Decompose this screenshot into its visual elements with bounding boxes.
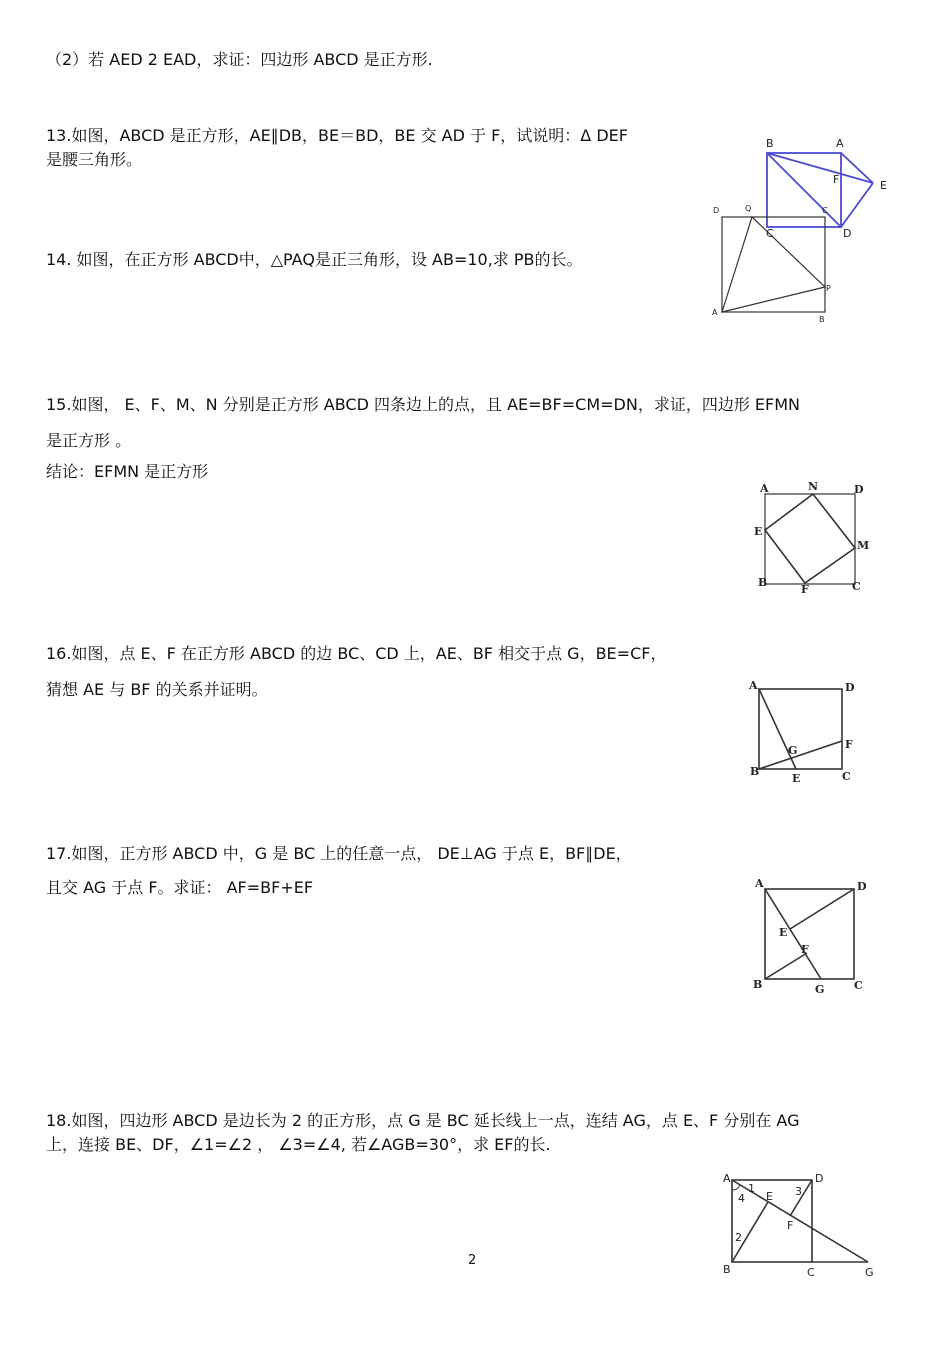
q16-label-d: D (845, 681, 855, 694)
q18-label-1: 1 (748, 1182, 755, 1195)
q14-triangle-paq (722, 217, 825, 312)
q16-text-line2: 猜想 AE 与 BF 的关系并证明。 (46, 680, 268, 699)
q17-text-line2: 且交 AG 于点 F。求证： AF=BF+EF (46, 878, 314, 897)
q13-label-e: E (880, 179, 887, 192)
q15-square-efmn (765, 494, 855, 583)
q15-square (765, 494, 855, 584)
q16-label-b: B (750, 765, 760, 778)
q15-label-c: C (852, 580, 861, 593)
q13-text-line2: 是腰三角形。 (46, 150, 143, 169)
q17-label-g: G (815, 983, 825, 996)
q14-label-d: D (713, 206, 720, 215)
page-number: 2 (468, 1253, 477, 1268)
q17-label-b: B (753, 978, 763, 991)
q17-label-a: A (755, 877, 764, 890)
q16-text-line1: 16.如图，点 E、F 在正方形 ABCD 的边 BC、CD 上，AE、BF 相交于点 G，BE=CF， (46, 644, 667, 663)
q16-label-g: G (788, 744, 798, 757)
q18-label-g: G (865, 1266, 874, 1279)
q13-label-f: F (833, 173, 840, 186)
q14-label-q: Q (745, 204, 752, 213)
q12-part2-text: （2）若 AED 2 EAD，求证：四边形 ABCD 是正方形. (46, 50, 433, 69)
q15-label-d: D (854, 483, 864, 496)
q18-figure (718, 1168, 888, 1283)
q17-segment-de (790, 889, 854, 929)
q15-label-a: A (760, 482, 769, 495)
q14-figure (705, 200, 835, 325)
q13-label-d: D (843, 227, 852, 240)
q18-label-2: 2 (735, 1231, 742, 1244)
q15-text-line1: 15.如图， E、F、M、N 分别是正方形 ABCD 四条边上的点，且 AE=BF=CM=DN，求证，四边形 EFMN (46, 395, 800, 414)
q15-label-b: B (758, 576, 768, 589)
q16-segment-bf (759, 741, 842, 769)
q16-label-e: E (792, 772, 801, 785)
q18-angle-mark (732, 1185, 740, 1190)
q17-figure (745, 875, 875, 1000)
q18-label-b: B (723, 1263, 731, 1276)
q18-text-line2: 上，连接 BE、DF，∠1=∠2 ， ∠3=∠4, 若∠AGB=30°，求 EF的长. (46, 1135, 551, 1154)
q17-text-line1: 17.如图，正方形 ABCD 中，G 是 BC 上的任意一点， DE⊥AG 于点 E，BF∥DE， (46, 844, 632, 863)
q14-label-p: P (826, 284, 831, 293)
q18-label-d: D (815, 1172, 824, 1185)
q16-segment-ae (759, 689, 796, 769)
q17-label-c: C (854, 979, 863, 992)
q16-label-c: C (842, 770, 851, 783)
q16-square (759, 689, 842, 769)
q14-text: 14. 如图，在正方形 ABCD中，△PAQ是正三角形，设 AB=10,求 PB的长。 (46, 250, 583, 269)
q16-label-a: A (749, 679, 758, 692)
q15-label-f: F (801, 583, 809, 596)
q13-label-a: A (836, 137, 844, 150)
q13-text-line1: 13.如图，ABCD 是正方形，AE∥DB，BE＝BD，BE 交 AD 于 F，试说明：Δ DEF (46, 126, 628, 145)
q13-label-b: B (766, 137, 774, 150)
q17-segment-ag (765, 889, 821, 979)
q17-label-e: E (779, 926, 788, 939)
q18-label-3: 3 (795, 1185, 802, 1198)
q17-segment-bf (765, 953, 807, 979)
q15-label-e: E (754, 525, 763, 538)
q14-label-a: A (712, 308, 718, 317)
q15-label-m: M (857, 539, 870, 552)
q18-label-e: E (766, 1190, 773, 1203)
q15-label-n: N (808, 480, 819, 493)
q14-label-b: B (819, 315, 825, 324)
q17-label-f: F (801, 943, 809, 956)
q16-figure (745, 675, 865, 790)
q18-text-line1: 18.如图，四边形 ABCD 是边长为 2 的正方形，点 G 是 BC 延长线上一点，连结 AG，点 E、F 分别在 AG (46, 1111, 800, 1130)
q18-label-a: A (723, 1172, 731, 1185)
q15-text-line2: 是正方形 。 (46, 431, 132, 450)
q18-label-f: F (787, 1219, 794, 1232)
q15-figure (750, 478, 880, 598)
q16-label-f: F (845, 738, 853, 751)
q13-segment-de (841, 183, 873, 227)
q15-conclusion: 结论：EFMN 是正方形 (46, 462, 209, 481)
q14-label-c: C (822, 206, 828, 215)
q18-label-c: C (807, 1266, 815, 1279)
q17-label-d: D (857, 880, 867, 893)
q13-label-c: C (766, 227, 774, 240)
q18-label-4: 4 (738, 1192, 745, 1205)
